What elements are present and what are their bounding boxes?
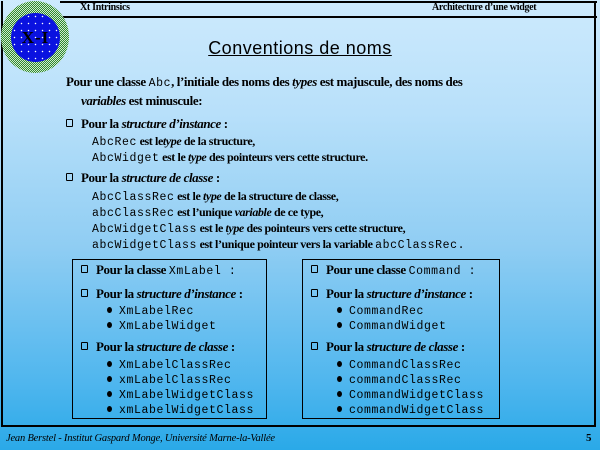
- round-bullet-icon: [337, 322, 342, 328]
- code-name: AbcWidgetClass: [92, 223, 198, 236]
- round-bullet-icon: [337, 307, 342, 313]
- text: Pour la: [96, 339, 137, 354]
- list-item: [107, 404, 254, 417]
- square-bullet-icon: [81, 342, 88, 350]
- list-item: [107, 320, 217, 333]
- text: Pour la: [96, 286, 137, 301]
- slide-title: Conventions de noms: [208, 38, 392, 58]
- text: de la structure de classe,: [221, 189, 339, 203]
- box-class-heading: [81, 262, 236, 278]
- italic: structure de classe: [136, 339, 228, 354]
- example-box-xmlabel: [72, 259, 267, 419]
- instance-section-heading: [66, 116, 228, 132]
- intro-code: Abc: [148, 77, 172, 90]
- heading-text: Pour la: [81, 170, 122, 185]
- item-text: CommandRec: [349, 305, 425, 318]
- heading-text: :: [212, 170, 220, 185]
- intro-text: , l’initiale des noms des: [171, 74, 293, 89]
- square-bullet-icon: [81, 289, 88, 297]
- text: :: [457, 339, 465, 354]
- list-item: [337, 320, 447, 333]
- item-text: commandClassRec: [349, 374, 462, 387]
- italic: structure d’instance: [136, 286, 236, 301]
- square-bullet-icon: [81, 265, 88, 273]
- code-name: Command :: [408, 265, 477, 278]
- italic: type: [202, 189, 222, 203]
- square-bullet-icon: [311, 342, 318, 350]
- intro-text: est majuscule, des noms des: [316, 74, 463, 89]
- heading-text: Pour la: [81, 116, 122, 131]
- round-bullet-icon: [107, 361, 112, 367]
- class-section-lines: [92, 189, 465, 253]
- intro-text: est minuscule:: [125, 93, 203, 108]
- box-class-heading: [311, 262, 476, 278]
- item-text: XmLabelClassRec: [119, 359, 232, 372]
- item-text: xmLabelClassRec: [119, 374, 232, 387]
- code-name: AbcClassRec: [92, 191, 175, 204]
- item-text: CommandWidget: [349, 320, 447, 333]
- instance-section-lines: [92, 134, 368, 166]
- code-name: AbcRec: [92, 136, 138, 149]
- header-chapter-title: Architecture d’une widget: [432, 2, 537, 13]
- item-text: XmLabelWidget: [119, 320, 217, 333]
- heading-italic: structure d’instance: [121, 116, 221, 131]
- italic: variable: [234, 205, 272, 219]
- text: est le: [174, 189, 203, 203]
- heading-italic: structure de classe: [121, 170, 213, 185]
- box-class-struct-heading: [311, 339, 465, 355]
- italic: type: [187, 150, 207, 164]
- text: :: [465, 286, 473, 301]
- definition-line: [92, 205, 465, 221]
- text: Pour une classe: [326, 262, 409, 277]
- text: de la structure,: [181, 134, 255, 148]
- definition-line: [92, 237, 465, 253]
- square-bullet-icon: [66, 119, 73, 127]
- list-item: [337, 404, 484, 417]
- italic: type: [225, 221, 244, 235]
- class-section-heading: [66, 170, 220, 186]
- round-bullet-icon: [337, 391, 342, 397]
- round-bullet-icon: [337, 406, 342, 412]
- page-number: 5: [586, 432, 592, 444]
- text: des pointeurs vers cette structure,: [243, 221, 406, 235]
- list-item: [107, 305, 194, 318]
- item-text: XmLabelRec: [119, 305, 195, 318]
- example-box-command: [302, 259, 500, 419]
- item-text: xmLabelWidgetClass: [119, 404, 255, 417]
- code-name: abcClassRec: [92, 207, 175, 220]
- header-course-title: Xt Intrinsics: [80, 2, 130, 13]
- round-bullet-icon: [337, 361, 342, 367]
- italic: structure de classe: [366, 339, 458, 354]
- italic: structure d’instance: [366, 286, 466, 301]
- text: de ce type,: [271, 205, 324, 219]
- code-name: AbcWidget: [92, 152, 160, 165]
- text: est le: [159, 150, 188, 164]
- round-bullet-icon: [107, 391, 112, 397]
- footer-author: Jean Berstel - Institut Gaspard Monge, Université Marne-la-Vallée: [6, 433, 275, 444]
- definition-line: [92, 150, 368, 166]
- list-item: [337, 305, 424, 318]
- list-item: [337, 359, 462, 372]
- text: Pour la classe: [96, 262, 169, 277]
- box-class-struct-heading: [81, 339, 235, 355]
- intro-italic: variables: [81, 93, 126, 108]
- xi-logo-icon: [1, 1, 69, 73]
- list-item: [107, 374, 232, 387]
- logo-text: X-I: [21, 27, 50, 47]
- list-item: [107, 359, 232, 372]
- definition-line: [92, 221, 465, 237]
- item-text: CommandClassRec: [349, 359, 462, 372]
- round-bullet-icon: [337, 376, 342, 382]
- box-instance-heading: [311, 286, 473, 302]
- text: est le: [197, 221, 226, 235]
- round-bullet-icon: [107, 307, 112, 313]
- code-name: XmLabel :: [168, 265, 237, 278]
- text: des pointeurs vers cette structure.: [206, 150, 368, 164]
- definition-line: [92, 189, 465, 205]
- heading-text: :: [220, 116, 228, 131]
- item-text: CommandWidgetClass: [349, 389, 485, 402]
- intro-text: Pour une classe: [66, 74, 149, 89]
- definition-line: [92, 134, 368, 150]
- code-name: abcClassRec.: [375, 239, 466, 252]
- round-bullet-icon: [107, 376, 112, 382]
- text: :: [227, 339, 235, 354]
- item-text: XmLabelWidgetClass: [119, 389, 255, 402]
- text: est le: [137, 134, 163, 148]
- text: Pour la: [326, 286, 367, 301]
- list-item: [107, 389, 254, 402]
- round-bullet-icon: [107, 406, 112, 412]
- square-bullet-icon: [311, 265, 318, 273]
- list-item: [337, 389, 484, 402]
- italic: type: [162, 134, 182, 148]
- intro-paragraph: [66, 73, 546, 109]
- box-instance-heading: [81, 286, 243, 302]
- list-item: [337, 374, 462, 387]
- round-bullet-icon: [107, 322, 112, 328]
- text: :: [235, 286, 243, 301]
- text: est l’unique pointeur vers la variable: [197, 237, 376, 251]
- text: est l’unique: [174, 205, 235, 219]
- intro-italic: types: [292, 74, 317, 89]
- square-bullet-icon: [311, 289, 318, 297]
- square-bullet-icon: [66, 173, 73, 181]
- code-name: abcWidgetClass: [92, 239, 198, 252]
- text: Pour la: [326, 339, 367, 354]
- item-text: commandWidgetClass: [349, 404, 485, 417]
